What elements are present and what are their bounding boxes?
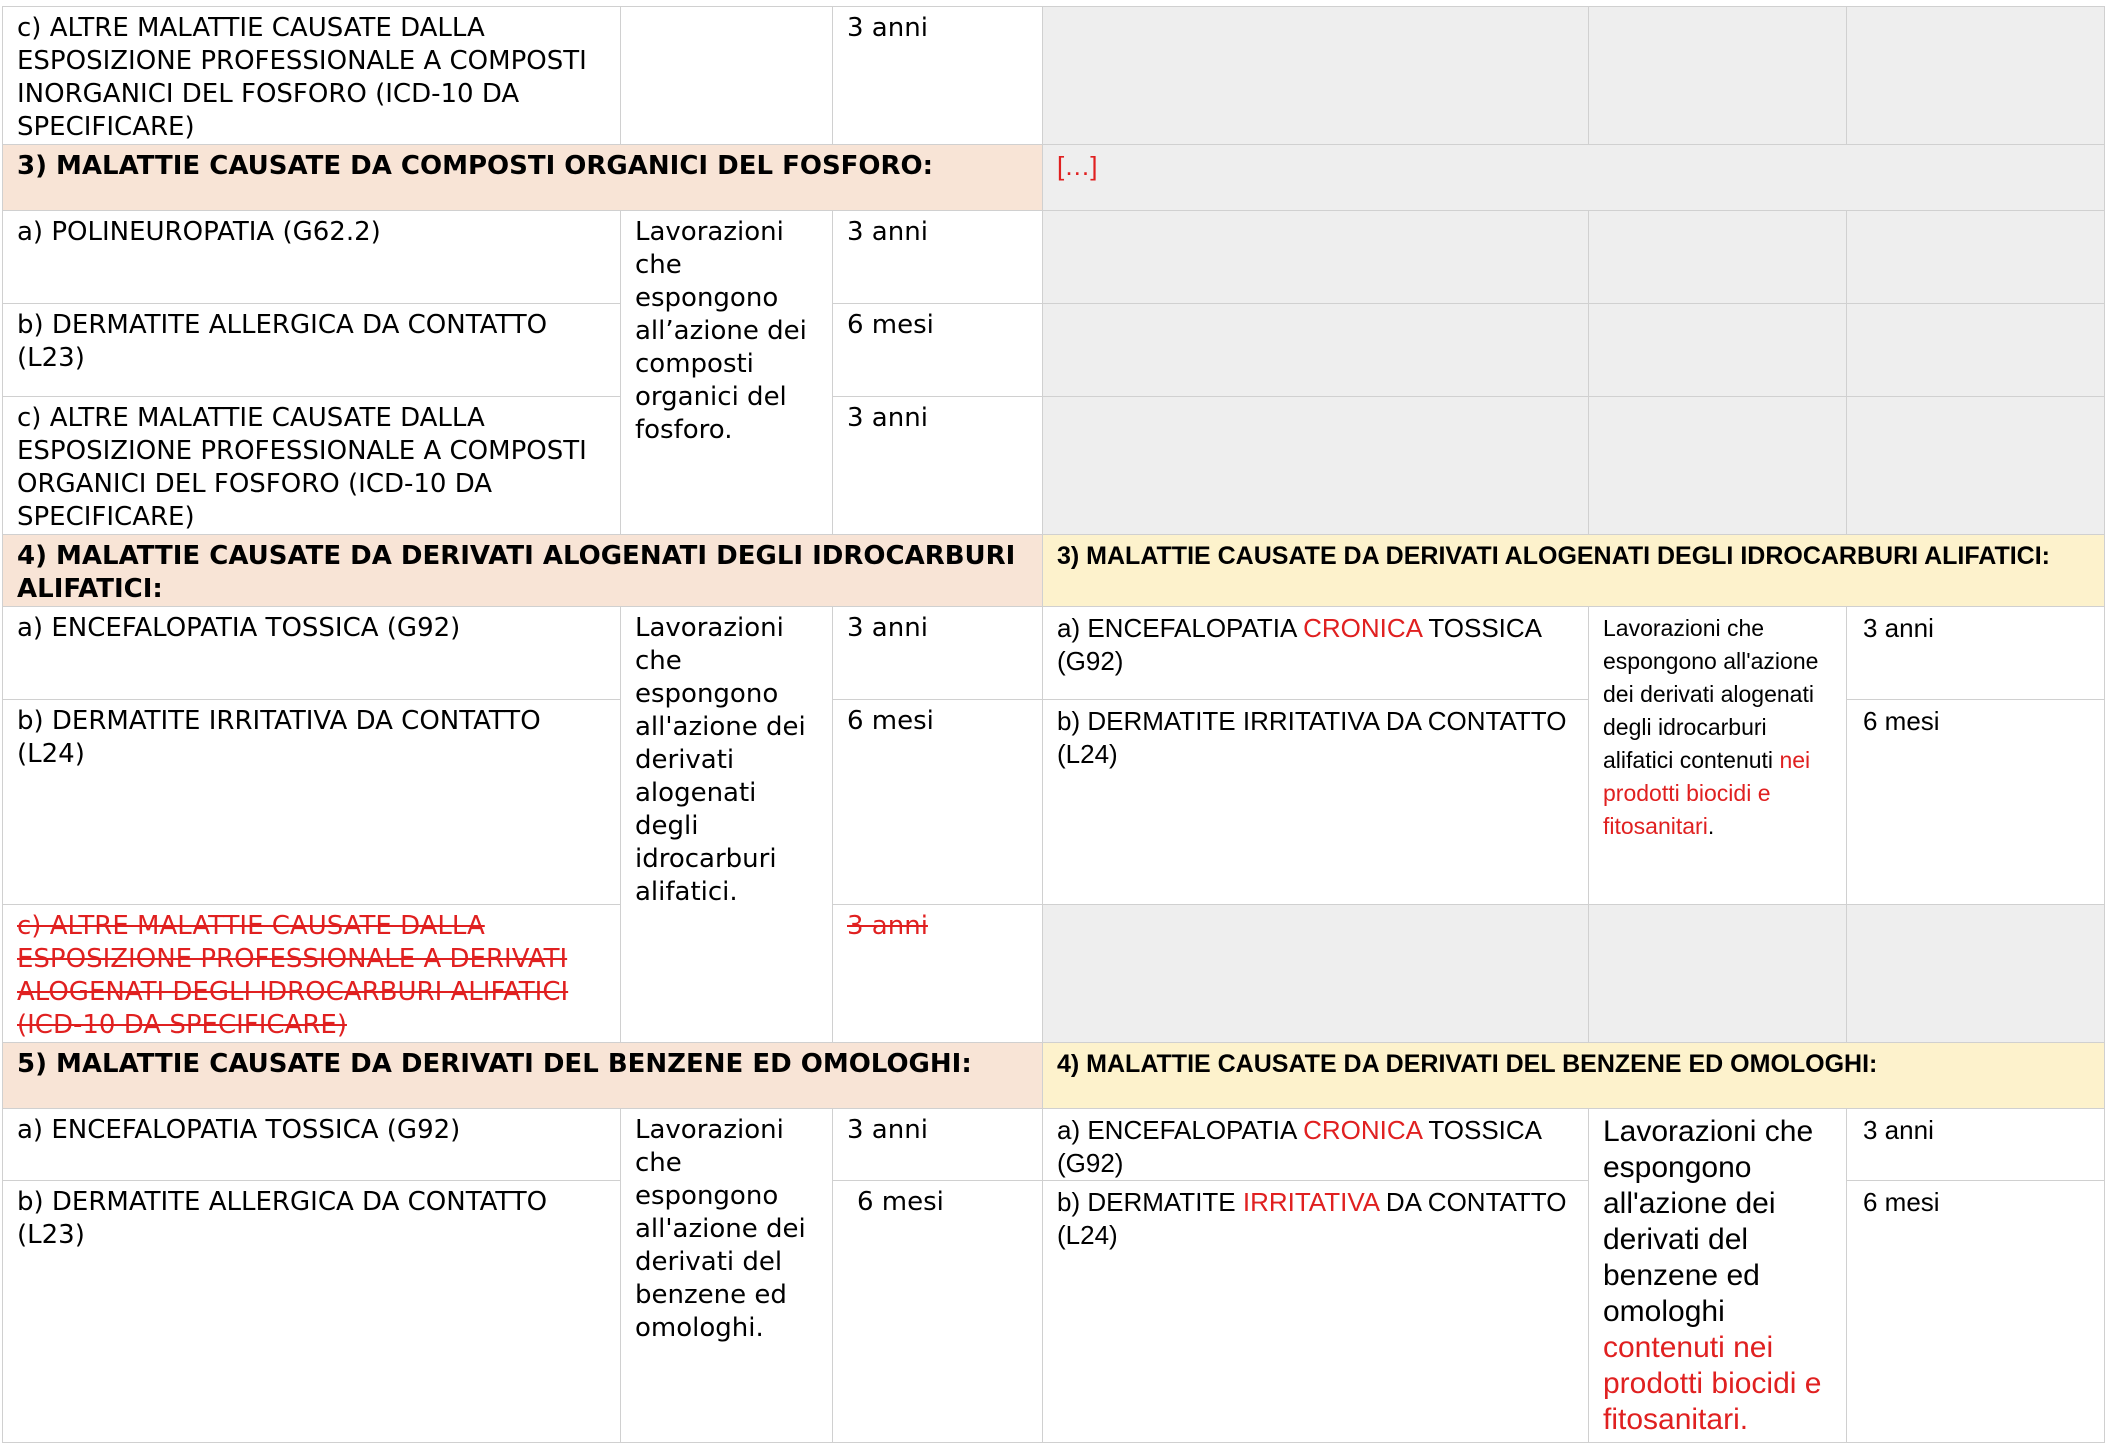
table-row: [3, 905, 2105, 1043]
section-header-row: [3, 535, 2105, 607]
added-text: nei prodotti biocidi e fitosanitari: [1603, 747, 1811, 839]
new-period-cell: 3 anni: [1847, 1109, 2105, 1181]
text-fragment: b) DERMATITE: [1057, 1187, 1243, 1217]
section-title: 3) MALATTIE CAUSATE DA COMPOSTI ORGANICI DEL FOSFORO:: [3, 145, 1043, 211]
disease-comparison-table: [2, 6, 2105, 1443]
disease-cell: a) ENCEFALOPATIA TOSSICA (G92): [3, 607, 621, 700]
section-title: 5) MALATTIE CAUSATE DA DERIVATI DEL BENZENE ED OMOLOGHI:: [3, 1043, 1043, 1109]
section-title: 4) MALATTIE CAUSATE DA DERIVATI ALOGENATI DEGLI IDROCARBURI ALIFATICI:: [3, 535, 1043, 607]
disease-cell: a) ENCEFALOPATIA TOSSICA (G92): [3, 1109, 621, 1181]
new-work-cell: [1589, 397, 1847, 535]
work-cell: Lavorazioni che espongono all'azione dei derivati del benzene ed omologhi.: [621, 1109, 833, 1443]
work-cell: [621, 7, 833, 145]
new-period-cell: 6 mesi: [1847, 1181, 2105, 1443]
text-fragment: a) ENCEFALOPATIA: [1057, 1115, 1304, 1145]
period-cell: [833, 905, 1043, 1043]
table-row: [3, 7, 2105, 145]
period-cell: 3 anni: [833, 7, 1043, 145]
period-cell: 3 anni: [833, 397, 1043, 535]
added-text: CRONICA: [1303, 1115, 1422, 1145]
deleted-text: c) ALTRE MALATTIE CAUSATE DALLA ESPOSIZIONE PROFESSIONALE A DERIVATI ALOGENATI DEGLI IDROCARBURI ALIFATICI (ICD-10 DA SPECIFICARE): [17, 911, 569, 1040]
new-work-cell: [1589, 905, 1847, 1043]
disease-cell: [3, 905, 621, 1043]
text-fragment: TOSSICA (G92): [1057, 1115, 1541, 1178]
new-period-cell: [1847, 905, 2105, 1043]
new-period-cell: 6 mesi: [1847, 700, 2105, 905]
disease-cell: b) DERMATITE ALLERGICA DA CONTATTO (L23): [3, 304, 621, 397]
new-period-cell: [1847, 7, 2105, 145]
text-fragment: TOSSICA (G92): [1057, 613, 1541, 676]
disease-cell: c) ALTRE MALATTIE CAUSATE DALLA ESPOSIZIONE PROFESSIONALE A COMPOSTI ORGANICI DEL FOSFORO (ICD-10 DA SPECIFICARE): [3, 397, 621, 535]
disease-cell: a) POLINEUROPATIA (G62.2): [3, 211, 621, 304]
deleted-text: 3 anni: [847, 911, 928, 941]
new-disease-cell: [1043, 211, 1589, 304]
table-row: [3, 397, 2105, 535]
text-fragment: .: [1707, 813, 1715, 839]
new-disease-cell: [1043, 905, 1589, 1043]
omission-text: […]: [1057, 151, 1098, 181]
new-work-cell: [1589, 7, 1847, 145]
period-cell: 6 mesi: [833, 1181, 1043, 1443]
text-fragment: Lavorazioni che espongono all'azione dei derivati alogenati degli idrocarburi alifatici contenuti: [1603, 615, 1819, 773]
new-work-cell: [1589, 607, 1847, 905]
period-cell: 6 mesi: [833, 700, 1043, 905]
new-period-cell: [1847, 304, 2105, 397]
new-disease-cell: [1043, 1181, 1589, 1443]
disease-cell: b) DERMATITE IRRITATIVA DA CONTATTO (L24): [3, 700, 621, 905]
work-cell: Lavorazioni che espongono all'azione dei derivati alogenati degli idrocarburi alifatici.: [621, 607, 833, 1043]
text-fragment: a) ENCEFALOPATIA: [1057, 613, 1304, 643]
added-text: contenuti nei prodotti biocidi e fitosanitari.: [1603, 1331, 1822, 1436]
added-text: IRRITATIVA: [1242, 1187, 1379, 1217]
text-fragment: DA CONTATTO (L24): [1057, 1187, 1567, 1250]
new-period-cell: 3 anni: [1847, 607, 2105, 700]
omission-marker: [1043, 145, 2105, 211]
new-disease-cell: [1043, 7, 1589, 145]
new-disease-cell: [1043, 304, 1589, 397]
new-work-cell: [1589, 1109, 1847, 1443]
new-work-cell: [1589, 211, 1847, 304]
table-row: [3, 1109, 2105, 1181]
table-row: [3, 607, 2105, 700]
new-disease-cell: [1043, 397, 1589, 535]
disease-cell: c) ALTRE MALATTIE CAUSATE DALLA ESPOSIZIONE PROFESSIONALE A COMPOSTI INORGANICI DEL FOSFORO (ICD-10 DA SPECIFICARE): [3, 7, 621, 145]
new-work-cell: [1589, 304, 1847, 397]
added-text: CRONICA: [1303, 613, 1422, 643]
disease-cell: b) DERMATITE ALLERGICA DA CONTATTO (L23): [3, 1181, 621, 1443]
new-period-cell: [1847, 397, 2105, 535]
new-section-title: 4) MALATTIE CAUSATE DA DERIVATI DEL BENZENE ED OMOLOGHI:: [1043, 1043, 2105, 1109]
new-period-cell: [1847, 211, 2105, 304]
text-fragment: Lavorazioni che espongono all'azione dei derivati del benzene ed omologhi: [1603, 1115, 1814, 1328]
new-disease-cell: [1043, 1109, 1589, 1181]
work-cell: Lavorazioni che espongono all’azione dei composti organici del fosforo.: [621, 211, 833, 535]
new-disease-cell: b) DERMATITE IRRITATIVA DA CONTATTO (L24): [1043, 700, 1589, 905]
section-header-row: [3, 1043, 2105, 1109]
period-cell: 3 anni: [833, 211, 1043, 304]
new-disease-cell: [1043, 607, 1589, 700]
table-row: [3, 304, 2105, 397]
new-section-title: 3) MALATTIE CAUSATE DA DERIVATI ALOGENATI DEGLI IDROCARBURI ALIFATICI:: [1043, 535, 2105, 607]
period-cell: 6 mesi: [833, 304, 1043, 397]
period-cell: 3 anni: [833, 1109, 1043, 1181]
section-header-row: [3, 145, 2105, 211]
table-row: [3, 211, 2105, 304]
period-cell: 3 anni: [833, 607, 1043, 700]
